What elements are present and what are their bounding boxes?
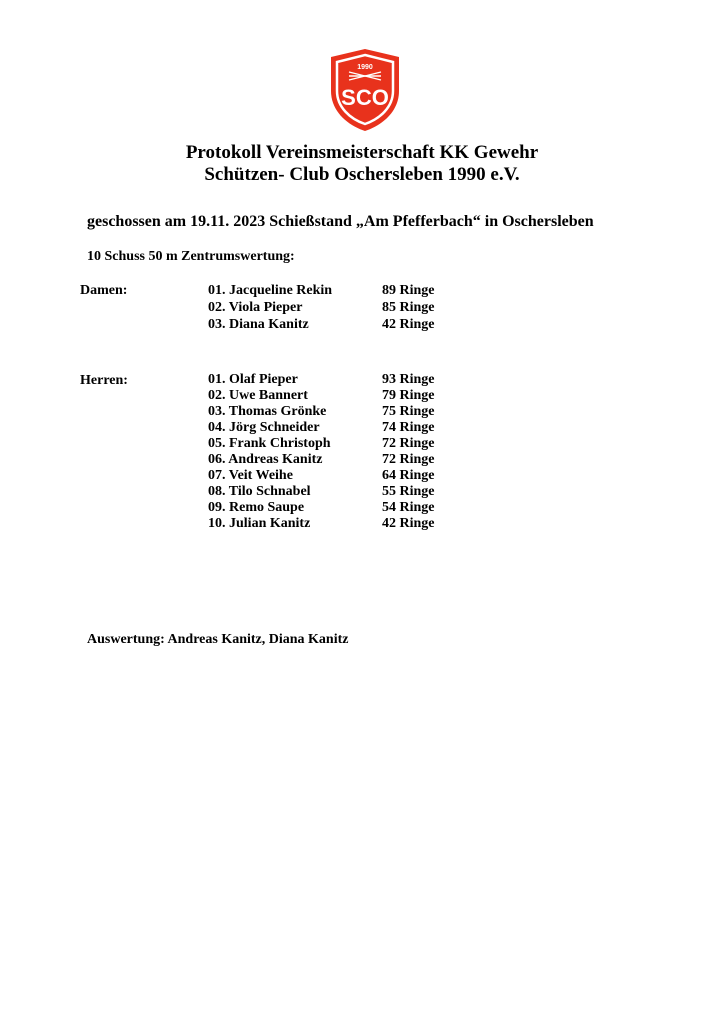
result-name: 09. Remo Saupe [208, 500, 305, 515]
result-row [208, 484, 472, 500]
result-name: 02. Viola Pieper [208, 300, 303, 315]
result-score: 55 Ringe [382, 484, 435, 499]
result-row [208, 452, 472, 468]
result-row [208, 299, 472, 316]
result-score: 85 Ringe [382, 300, 435, 315]
result-row [208, 420, 472, 436]
results-list-herren [208, 372, 472, 532]
result-row [208, 468, 472, 484]
result-name: 05. Frank Christoph [208, 436, 331, 451]
result-row [208, 372, 472, 388]
result-row [208, 404, 472, 420]
result-row [208, 500, 472, 516]
result-score: 42 Ringe [382, 317, 435, 332]
result-score: 72 Ringe [382, 436, 435, 451]
page-title-line-1: Protokoll Vereinsmeisterschaft KK Gewehr [185, 142, 539, 163]
result-score: 54 Ringe [382, 500, 435, 515]
result-name: 01. Olaf Pieper [208, 372, 298, 387]
shield-emblem-icon [327, 47, 403, 133]
evaluation-credits: Auswertung: Andreas Kanitz, Diana Kanitz [87, 632, 349, 647]
result-score: 42 Ringe [382, 516, 435, 531]
result-name: 03. Diana Kanitz [208, 317, 309, 332]
result-name: 10. Julian Kanitz [208, 516, 311, 531]
event-subtitle: geschossen am 19.11. 2023 Schießstand „Am Pfefferbach“ in Oschersleben [87, 213, 594, 230]
result-name: 03. Thomas Grönke [208, 404, 327, 419]
result-row [208, 388, 472, 404]
logo-year: 1990 [357, 64, 373, 71]
results-list-damen [208, 282, 472, 333]
result-row [208, 436, 472, 452]
competition-mode: 10 Schuss 50 m Zentrumswertung: [87, 249, 295, 264]
result-name: 04. Jörg Schneider [208, 420, 320, 435]
result-score: 79 Ringe [382, 388, 435, 403]
logo-letters: SCO [341, 85, 389, 110]
result-score: 72 Ringe [382, 452, 435, 467]
page-title-line-2: Schützen- Club Oschersleben 1990 e.V. [204, 164, 520, 185]
club-logo [327, 47, 403, 133]
result-name: 06. Andreas Kanitz [208, 452, 323, 467]
result-score: 74 Ringe [382, 420, 435, 435]
category-label-damen: Damen: [80, 283, 128, 298]
result-score: 64 Ringe [382, 468, 435, 483]
result-score: 89 Ringe [382, 283, 435, 298]
result-name: 02. Uwe Bannert [208, 388, 308, 403]
result-score: 93 Ringe [382, 372, 435, 387]
result-name: 07. Veit Weihe [208, 468, 293, 483]
result-name: 08. Tilo Schnabel [208, 484, 311, 499]
category-label-herren: Herren: [80, 373, 128, 388]
result-name: 01. Jacqueline Rekin [208, 283, 333, 298]
result-row [208, 516, 472, 532]
result-row [208, 316, 472, 333]
result-score: 75 Ringe [382, 404, 435, 419]
result-row [208, 282, 472, 299]
